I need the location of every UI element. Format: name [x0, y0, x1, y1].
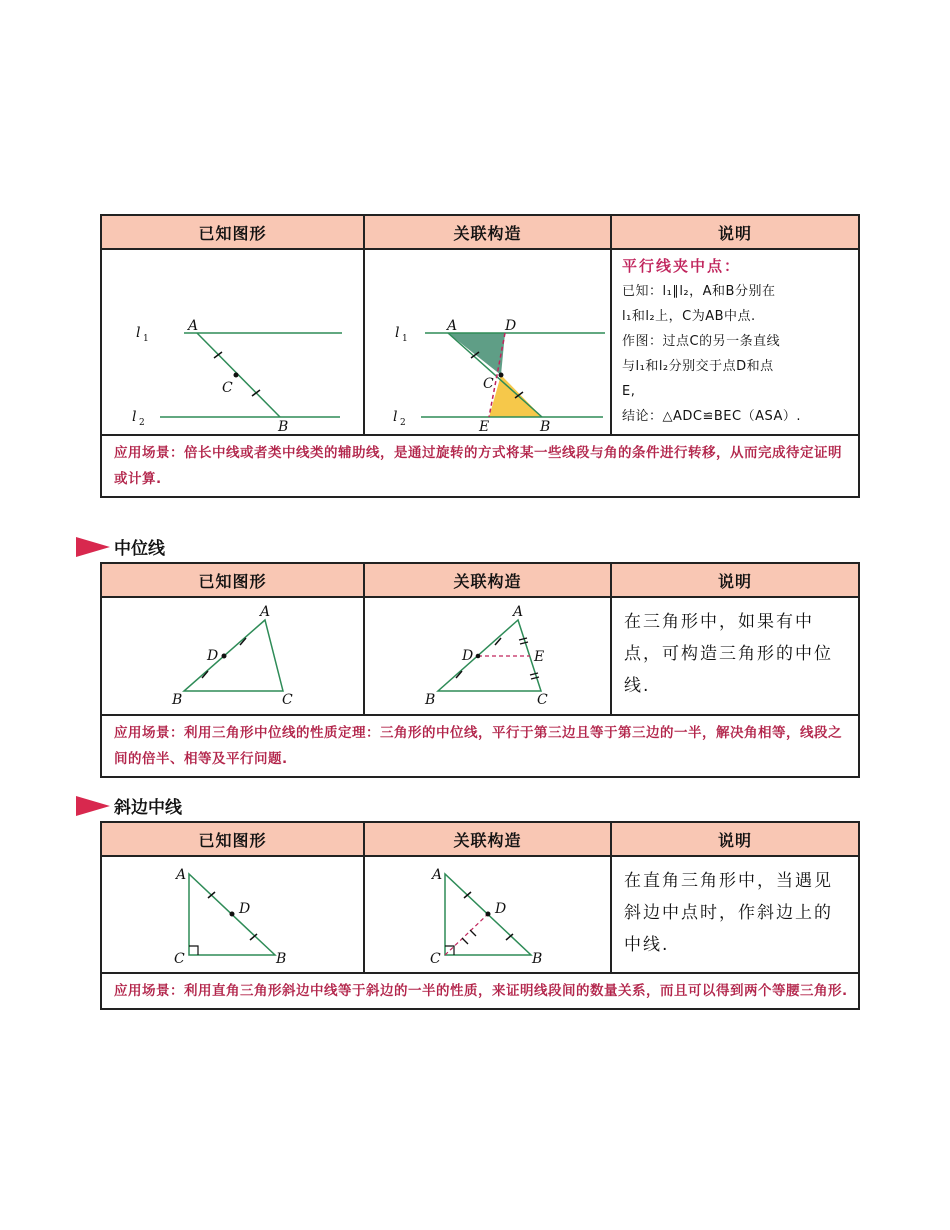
table-header [102, 564, 858, 598]
table-midline [100, 562, 860, 778]
hypotenuse-median-figure [365, 857, 610, 972]
label-l2-sub: 2 [400, 418, 406, 428]
label-C: C [174, 951, 185, 967]
triangle-bullet-icon [76, 796, 110, 816]
explanation-line: 作图：过点C的另一条直线 [622, 334, 781, 349]
header-known-figure: 已知图形 [102, 564, 365, 596]
figure-known-right-triangle [102, 857, 365, 972]
label-D: D [495, 901, 507, 917]
application-note: 应用场景：倍长中线或者类中线类的辅助线，是通过旋转的方式将某一些线段与角的条件进行转移，从而完成待定证明或计算. [114, 445, 842, 487]
label-l1: l [395, 325, 400, 341]
label-B: B [276, 951, 287, 967]
header-construction: 关联构造 [365, 823, 612, 855]
explanation-parallel [612, 250, 858, 434]
table-hypotenuse-median [100, 821, 860, 1010]
label-l2: l [393, 409, 398, 425]
parallel-construction-figure [365, 250, 610, 434]
header-explanation: 说明 [717, 571, 752, 591]
figure-known-midline [102, 598, 365, 714]
figure-construction-right-triangle [365, 857, 612, 972]
label-E: E [479, 419, 490, 434]
midline-construction-figure [365, 598, 610, 714]
label-C: C [483, 376, 494, 392]
explanation-line: l₁和l₂上，C为AB中点. [622, 309, 756, 324]
label-D: D [505, 318, 517, 334]
label-A: A [188, 318, 199, 334]
label-C: C [222, 380, 233, 396]
table-parallel-midpoint [100, 214, 860, 498]
triangle-bullet-icon [76, 537, 110, 557]
explanation-midline: 在三角形中，如果有中点，可构造三角形的中位线. [624, 612, 833, 696]
label-l1-sub: 1 [402, 334, 408, 344]
label-A: A [447, 318, 458, 334]
section-heading-text: 中位线 [114, 539, 165, 559]
label-l1-sub: 1 [143, 334, 149, 344]
label-A: A [432, 867, 443, 883]
label-A: A [176, 867, 187, 883]
application-note: 应用场景：利用直角三角形斜边中线等于斜边的一半的性质，来证明线段间的数量关系，而且可以得到两个等腰三角形. [114, 983, 848, 999]
explanation-line: 结论：△ADC≌BEC（ASA）. [622, 409, 801, 424]
label-B: B [172, 692, 183, 708]
table-header [102, 823, 858, 857]
label-C: C [282, 692, 293, 708]
header-known-figure: 已知图形 [102, 216, 365, 248]
header-construction: 关联构造 [365, 564, 612, 596]
table-header [102, 216, 858, 250]
figure-known-parallel [102, 250, 365, 434]
label-D: D [462, 648, 474, 664]
section-heading-hypotenuse [76, 793, 182, 818]
figure-construction-midline [365, 598, 612, 714]
explanation-hypotenuse: 在直角三角形中，当遇见斜边中点时，作斜边上的中线. [624, 871, 833, 955]
label-C: C [430, 951, 441, 967]
header-explanation: 说明 [717, 223, 752, 243]
label-B: B [540, 419, 551, 434]
right-triangle-figure [102, 857, 363, 972]
explanation-line: 与l₁和l₂分别交于点D和点 [622, 359, 774, 374]
section-heading-midline [76, 534, 165, 559]
label-C: C [537, 692, 548, 708]
label-B: B [532, 951, 543, 967]
label-l1: l [136, 325, 141, 341]
triangle-midpoint-figure [102, 598, 363, 714]
parallel-lines-figure [102, 250, 363, 434]
explanation-line: 已知：l₁∥l₂，A和B分别在 [622, 284, 776, 299]
explanation-line: E, [622, 384, 636, 399]
label-D: D [239, 901, 251, 917]
header-construction: 关联构造 [365, 216, 612, 248]
explanation-title: 平行线夹中点： [622, 257, 742, 275]
application-note: 应用场景：利用三角形中位线的性质定理：三角形的中位线，平行于第三边且等于第三边的一半，解决角相等，线段之间的倍半、相等及平行问题. [114, 725, 842, 767]
label-A: A [260, 604, 271, 620]
label-l2: l [132, 409, 137, 425]
section-heading-text: 斜边中线 [114, 798, 182, 818]
label-D: D [207, 648, 219, 664]
figure-construction-parallel [365, 250, 612, 434]
label-E: E [534, 649, 545, 665]
header-known-figure: 已知图形 [102, 823, 365, 855]
label-B: B [278, 419, 289, 434]
label-A: A [513, 604, 524, 620]
header-explanation: 说明 [717, 830, 752, 850]
label-B: B [425, 692, 436, 708]
label-l2-sub: 2 [139, 418, 145, 428]
